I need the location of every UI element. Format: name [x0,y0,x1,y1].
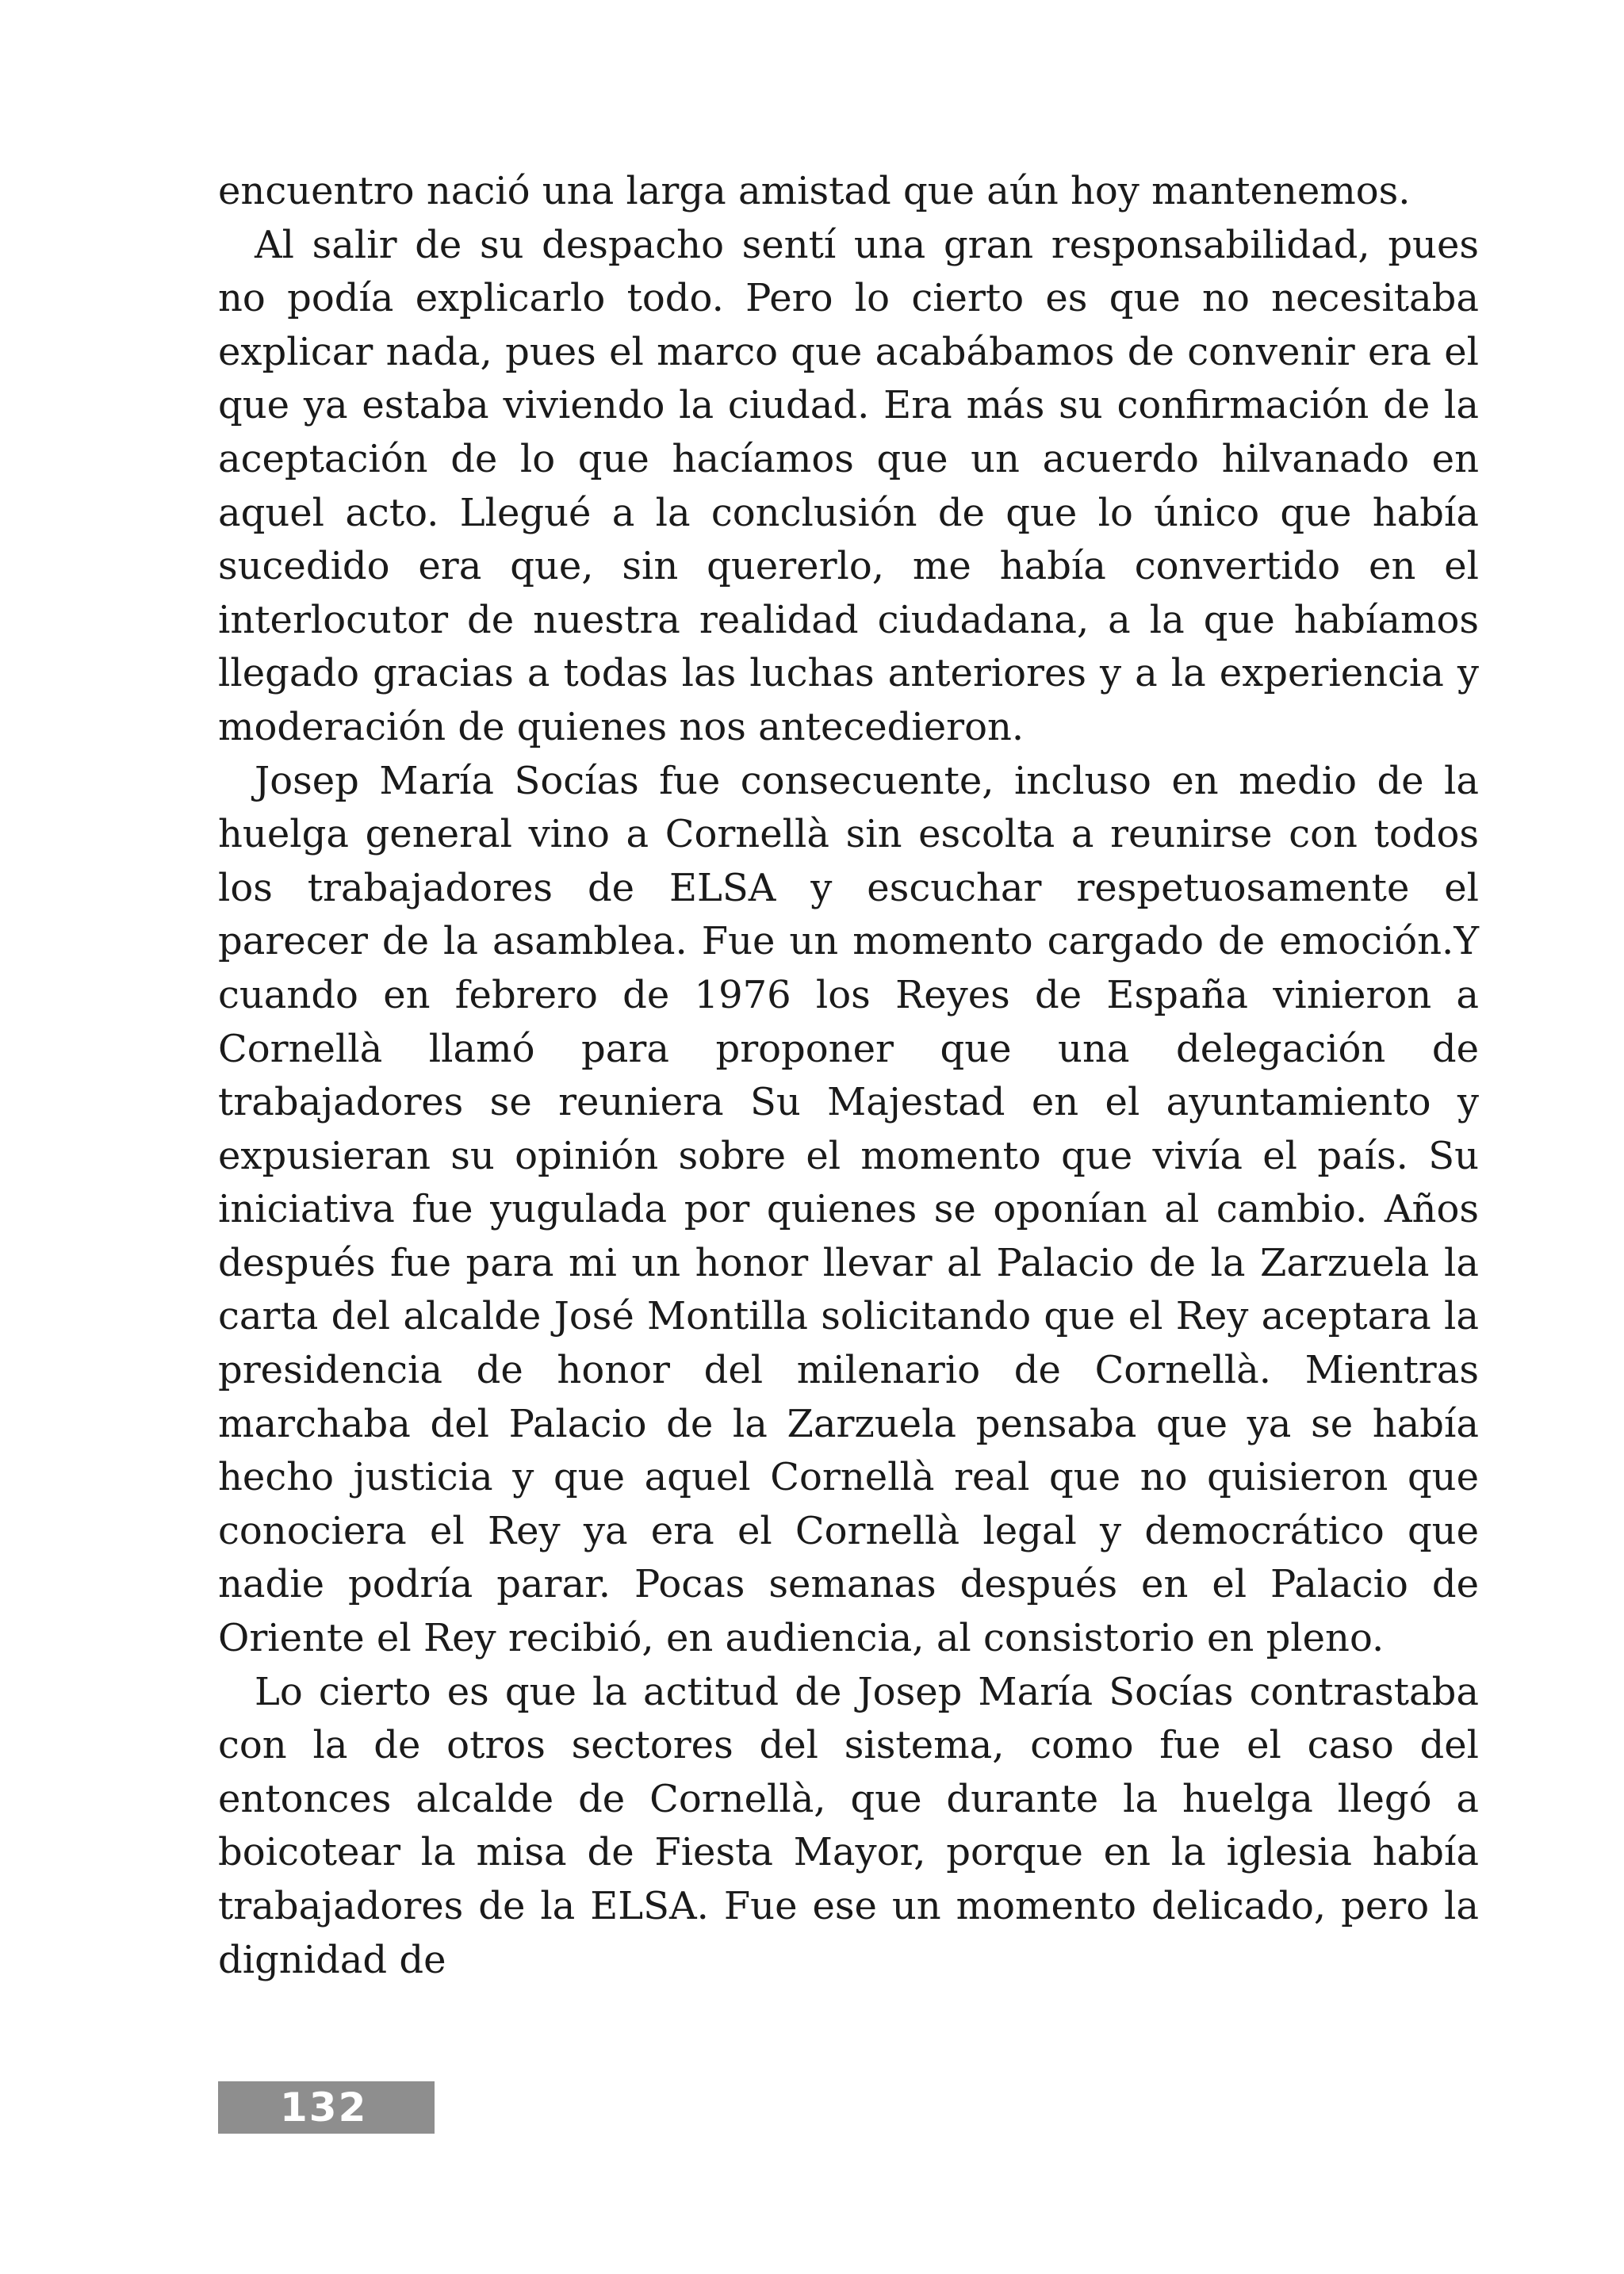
paragraph-contraste: Lo cierto es que la actitud de Josep María Socías contrastaba con la de otros sectores del sistema, como fue el caso del entonces alcalde de Cornellà, que durante la huelga llegó a boicotear la misa de Fiesta Mayor, porque en la iglesia había trabajadores de la ELSA. Fue ese un momento delicado, pero la dignidad de [218,1669,1479,1982]
paragraph-despacho: Al salir de su despacho sentí una gran responsabilidad, pues no podía explicarlo todo. Pero lo cierto es que no necesitaba explicar nada, pues el marco que acabábamos de convenir era el que ya estaba viviendo la ciudad. Era más su confirmación de la aceptación de lo que hacíamos que un acuerdo hilvanado en aquel acto. Llegué a la conclusión de que lo único que había sucedido era que, sin quererlo, me había convertido en el interlocutor de nuestra realidad ciudadana, a la que habíamos llegado gracias a todas las luchas anteriores y a la experiencia y moderación de quienes nos antecedieron. [218,222,1479,749]
paragraph-continuation: encuentro nació una larga amistad que aún hoy mantenemos. [218,169,1411,213]
page-number: 132 [280,2084,368,2130]
body-text [218,165,1479,1987]
page-number-box [218,2081,435,2134]
paragraph-socias: Josep María Socías fue consecuente, incluso en medio de la huelga general vino a Cornellà sin escolta a reunirse con todos los trabajadores de ELSA y escuchar respetuosamente el parecer de la asamblea. Fue un momento cargado de emoción.Y cuando en febrero de 1976 los Reyes de España vinieron a Cornellà llamó para proponer que una delegación de trabajadores se reuniera Su Majestad en el ayuntamiento y expusieran su opinión sobre el momento que vivía el país. Su iniciativa fue yugulada por quienes se oponían al cambio. Años después fue para mi un honor llevar al Palacio de la Zarzuela la carta del alcalde José Montilla solicitando que el Rey aceptara la presidencia de honor del milenario de Cornellà. Mientras marchaba del Palacio de la Zarzuela pensaba que ya se había hecho justicia y que aquel Cornellà real que no quisieron que conociera el Rey ya era el Cornellà legal y democrático que nadie podría parar. Pocas semanas después en el Palacio de Oriente el Rey recibió, en audiencia, al consistorio en pleno. [218,758,1479,1661]
